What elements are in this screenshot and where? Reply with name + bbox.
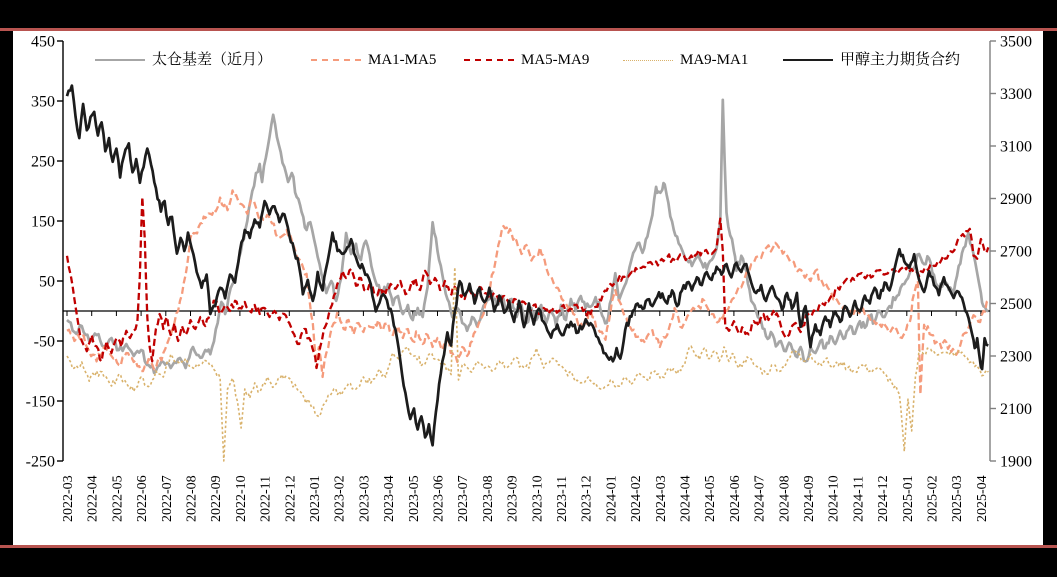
x-axis-tick-label: 2024-05 <box>703 475 719 522</box>
legend-label: 太仓基差（近月） <box>152 52 273 68</box>
x-axis-tick-label: 2022-03 <box>61 475 76 522</box>
x-axis-tick-label: 2025-04 <box>974 475 990 522</box>
x-axis-tick-label: 2023-05 <box>406 475 422 522</box>
left-axis-tick-label: -250 <box>25 453 55 471</box>
x-axis-tick-label: 2023-12 <box>579 475 595 522</box>
left-axis-tick-label: 150 <box>31 213 55 231</box>
legend-label: MA9-MA1 <box>680 52 749 68</box>
x-axis-tick-label: 2022-07 <box>159 475 175 522</box>
taicang-basis-line-swatch <box>95 59 145 61</box>
series-1-line <box>67 100 988 373</box>
x-axis-tick-label: 2024-02 <box>629 475 645 522</box>
x-axis-tick-label: 2025-03 <box>950 475 966 522</box>
x-axis-tick-label: 2022-08 <box>184 475 200 522</box>
legend-label: 甲醇主力期货合约 <box>840 52 961 68</box>
ma5-ma9-line-swatch <box>464 59 514 61</box>
left-axis-tick-label: 350 <box>31 93 55 111</box>
x-axis-tick-label: 2024-04 <box>678 475 694 522</box>
left-axis-tick-label: -150 <box>25 393 55 411</box>
x-axis-tick-label: 2024-08 <box>777 475 793 522</box>
series-4-line <box>67 267 988 461</box>
x-axis-tick-label: 2022-12 <box>283 475 299 522</box>
ma9-ma1-line-swatch <box>623 60 673 61</box>
series-5-line <box>67 86 988 446</box>
legend-item-ma9-ma1 <box>623 50 748 70</box>
left-axis-tick-label: 450 <box>31 33 55 51</box>
bottom-divider-rule <box>0 545 1057 548</box>
legend-item-taicang-basis <box>95 50 272 70</box>
x-axis-tick-label: 2024-07 <box>752 475 768 522</box>
left-axis-tick-label: -50 <box>33 333 55 351</box>
ma1-ma5-line-swatch <box>311 59 361 61</box>
methanol-futures-line-swatch <box>783 59 833 61</box>
x-axis-tick-label: 2024-12 <box>876 475 892 522</box>
x-axis-tick-label: 2022-05 <box>110 475 126 522</box>
series-3-line <box>67 197 988 368</box>
x-axis-tick-label: 2023-11 <box>555 475 570 522</box>
right-axis-tick-label: 1900 <box>1000 453 1032 471</box>
right-axis-tick-label: 3500 <box>1000 33 1032 51</box>
legend-item-ma5-ma9 <box>464 50 589 70</box>
left-axis-tick-label: 250 <box>31 153 55 171</box>
legend-item-ma1-ma5 <box>311 50 436 70</box>
right-axis-tick-label: 2300 <box>1000 348 1032 366</box>
x-axis-tick-label: 2023-08 <box>480 475 496 522</box>
right-axis-tick-label: 2500 <box>1000 296 1032 313</box>
x-axis-tick-label: 2022-11 <box>258 475 274 522</box>
x-axis-tick-label: 2024-06 <box>727 475 743 522</box>
x-axis-tick-label: 2023-06 <box>431 475 447 522</box>
x-axis-tick-label: 2022-04 <box>85 475 101 522</box>
x-axis-tick-label: 2023-09 <box>505 475 521 522</box>
right-axis-tick-label: 2700 <box>1000 243 1032 261</box>
right-axis-tick-label: 3300 <box>1000 86 1032 103</box>
right-axis-tick-label: 3100 <box>1000 138 1032 156</box>
x-axis-tick-label: 2023-04 <box>382 475 398 522</box>
legend-label: MA1-MA5 <box>368 52 437 68</box>
x-axis-tick-label: 2022-09 <box>209 475 225 522</box>
legend-label: MA5-MA9 <box>521 52 590 68</box>
x-axis-tick-label: 2025-02 <box>925 475 941 522</box>
right-axis-tick-label: 2100 <box>1000 401 1032 418</box>
x-axis-tick-label: 2022-06 <box>135 475 151 522</box>
x-axis-tick-label: 2024-10 <box>826 475 842 522</box>
right-axis <box>990 34 1032 471</box>
x-axis-tick-label: 2023-07 <box>456 475 472 522</box>
x-axis-labels <box>61 475 990 522</box>
right-axis-tick-label: 2900 <box>1000 191 1032 208</box>
left-axis <box>26 34 63 471</box>
x-axis-tick-label: 2023-10 <box>530 475 546 522</box>
series-lines <box>67 86 988 461</box>
series-2-line <box>67 190 988 394</box>
x-axis-tick-label: 2025-01 <box>900 475 916 522</box>
x-axis-tick-label: 2024-09 <box>802 475 817 522</box>
x-axis-tick-label: 2024-11 <box>851 475 867 522</box>
x-axis-tick-label: 2024-03 <box>653 475 669 522</box>
x-axis-tick-label: 2023-01 <box>308 475 323 522</box>
x-axis-tick-label: 2024-01 <box>604 475 620 522</box>
x-axis-tick-label: 2023-03 <box>357 475 373 522</box>
x-axis-tick-label: 2023-02 <box>332 475 348 522</box>
left-axis-tick-label: 50 <box>39 273 55 291</box>
x-axis-tick-label: 2022-10 <box>233 475 249 522</box>
legend-item-methanol-futures <box>783 50 960 70</box>
